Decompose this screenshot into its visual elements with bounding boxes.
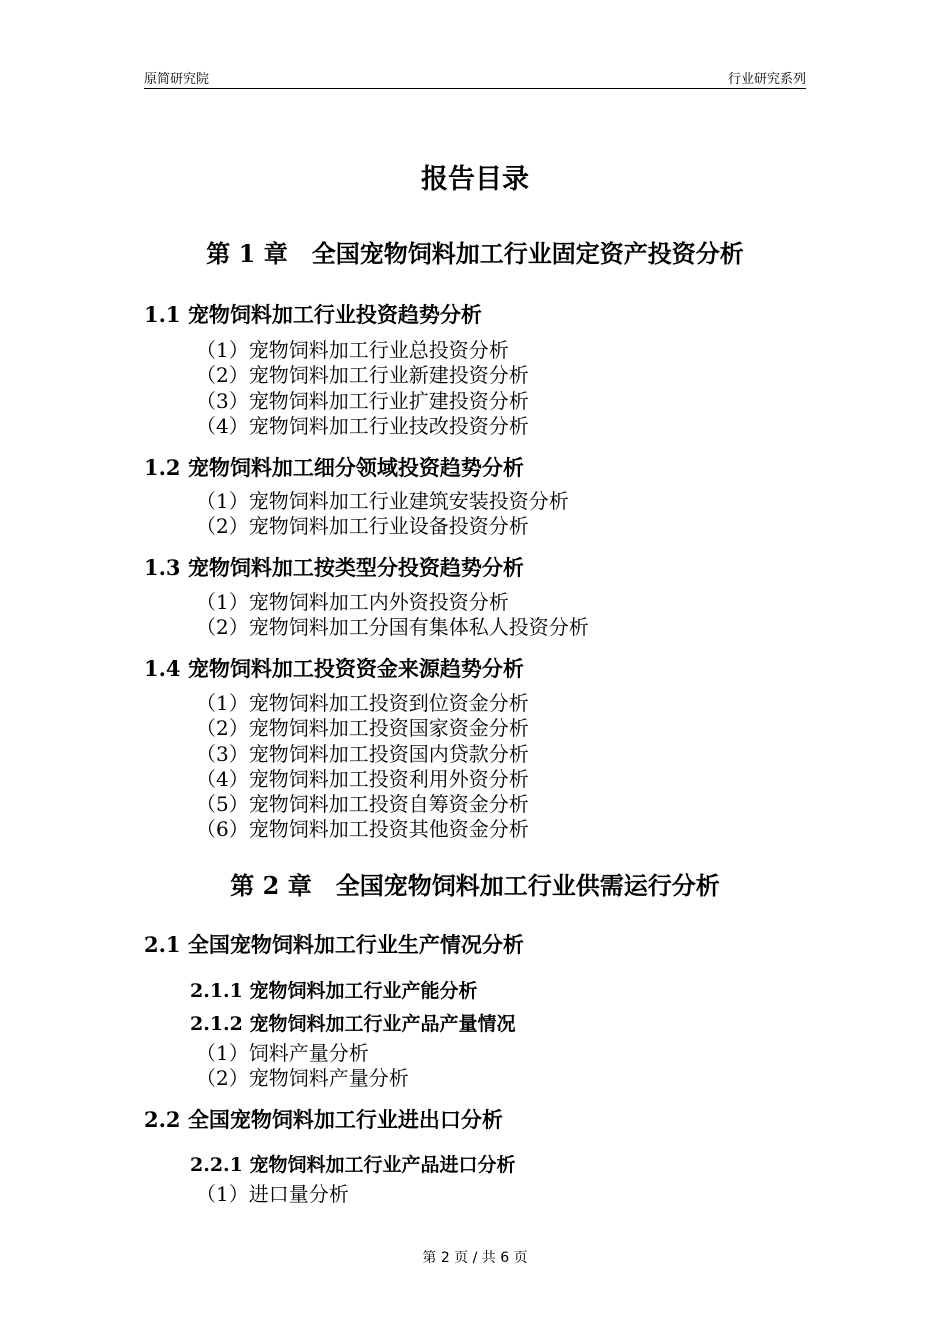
section-heading: 2.2 全国宠物饲料加工行业进出口分析 [144, 1107, 503, 1132]
toc-item: （3）宠物饲料加工投资国内贷款分析 [196, 741, 529, 766]
toc-item: （1）饲料产量分析 [196, 1041, 369, 1065]
toc-item: （3）宠物饲料加工行业扩建投资分析 [196, 388, 529, 413]
toc-item-list [196, 338, 529, 439]
section-heading: 1.3 宠物饲料加工按类型分投资趋势分析 [144, 555, 524, 580]
toc-item-list [196, 1041, 409, 1092]
toc-item: （2）宠物饲料加工行业设备投资分析 [196, 514, 529, 539]
toc-item: （4）宠物饲料加工投资利用外资分析 [196, 766, 529, 791]
page-header [144, 66, 806, 89]
section-heading: 1.4 宠物饲料加工投资资金来源趋势分析 [144, 656, 524, 681]
toc-item: （1）宠物饲料加工行业建筑安装投资分析 [196, 489, 569, 513]
toc-item: （1）宠物饲料加工内外资投资分析 [196, 590, 509, 614]
chapter-heading: 第 2 章 全国宠物饲料加工行业供需运行分析 [230, 871, 720, 900]
header-series: 行业研究系列 [727, 72, 806, 87]
toc-item: （2）宠物饲料加工投资国家资金分析 [196, 716, 529, 741]
page-number: 第 2 页 / 共 6 页 [422, 1250, 528, 1266]
toc-item: （5）宠物饲料加工投资自筹资金分析 [196, 792, 529, 817]
section-heading: 1.2 宠物饲料加工细分领域投资趋势分析 [144, 455, 524, 480]
toc-item: （6）宠物饲料加工投资其他资金分析 [196, 817, 529, 842]
toc-item: （1）进口量分析 [196, 1182, 349, 1206]
header-org: 原简研究院 [144, 72, 210, 87]
toc-item-list [196, 590, 589, 641]
subsection-heading: 2.1.2 宠物饲料加工行业产品产量情况 [190, 1013, 516, 1035]
toc-item-list [196, 691, 529, 843]
subsection-heading: 2.1.1 宠物饲料加工行业产能分析 [190, 980, 478, 1002]
section-heading: 2.1 全国宠物饲料加工行业生产情况分析 [144, 932, 524, 957]
toc-item-list [196, 489, 569, 540]
toc-item: （4）宠物饲料加工行业技改投资分析 [196, 413, 529, 438]
toc-item: （2）宠物饲料产量分析 [196, 1066, 409, 1091]
chapter-heading: 第 1 章 全国宠物饲料加工行业固定资产投资分析 [206, 239, 744, 268]
toc-item: （2）宠物饲料加工分国有集体私人投资分析 [196, 615, 589, 640]
toc-item: （1）宠物饲料加工投资到位资金分析 [196, 691, 529, 715]
page-title: 报告目录 [421, 164, 529, 195]
toc-item-list [196, 1182, 349, 1207]
toc-item: （1）宠物饲料加工行业总投资分析 [196, 338, 509, 362]
toc-item: （2）宠物饲料加工行业新建投资分析 [196, 363, 529, 388]
subsection-heading: 2.2.1 宠物饲料加工行业产品进口分析 [190, 1154, 516, 1176]
section-heading: 1.1 宠物饲料加工行业投资趋势分析 [144, 302, 482, 327]
